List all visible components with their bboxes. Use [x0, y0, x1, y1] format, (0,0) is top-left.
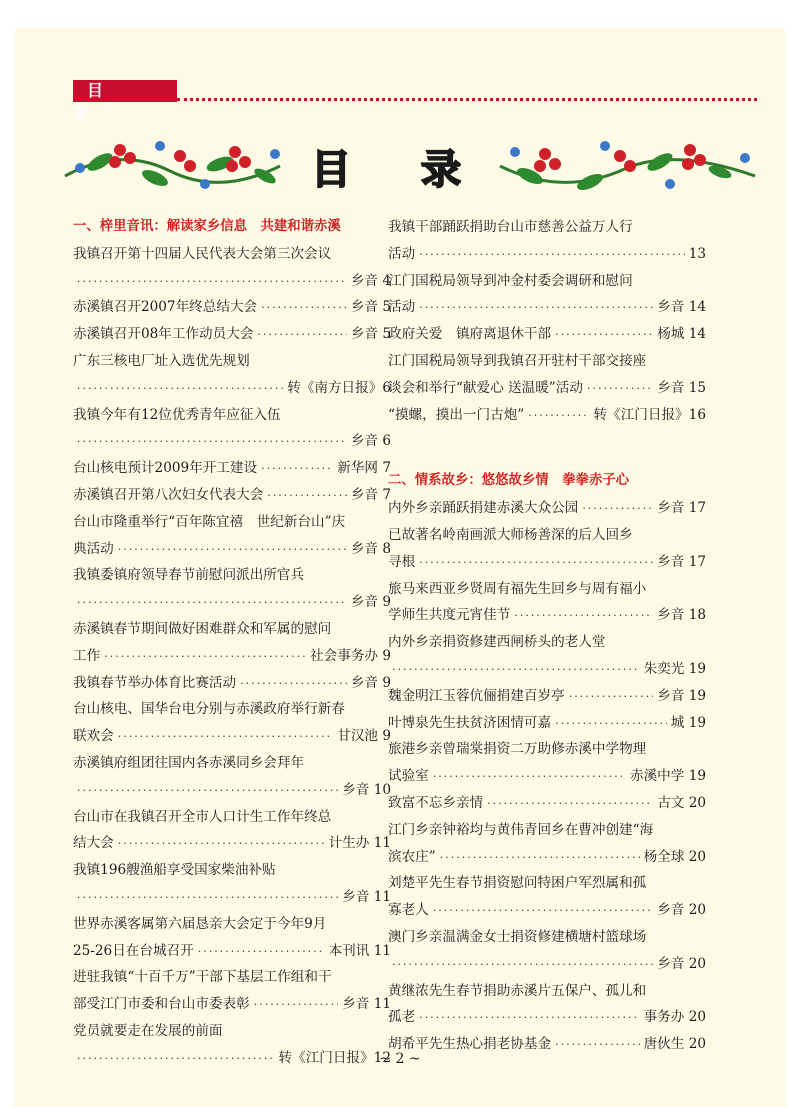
toc-entry-source-page: 转《江门日报》12	[278, 1049, 391, 1066]
toc-entry	[73, 321, 391, 348]
toc-entry-line: 我镇196艘渔船享受国家柴油补贴	[73, 862, 276, 879]
leader-dots	[261, 295, 347, 321]
toc-entry-source-page: 转《南方日报》6	[287, 379, 391, 396]
toc-entry-source-page: 乡音 14	[657, 299, 706, 316]
header-dotted-rule	[177, 98, 757, 101]
toc-entry-source-page: 乡音 10	[342, 781, 391, 798]
toc-entry-line: 已故著名岭南画派大师杨善深的后人回乡	[388, 526, 633, 543]
toc-entry-source-page: 13	[688, 245, 706, 262]
toc-entry-line: 赤溪镇春节期间做好困难群众和军属的慰问	[73, 620, 332, 637]
toc-entry-line: 世界赤溪客属第六届恳亲大会定于今年9月	[73, 915, 327, 932]
header-tab: 目 录	[73, 80, 177, 102]
toc-entry-title: 赤溪镇召开2007年终总结大会	[73, 299, 258, 316]
toc-entry-source-page: 乡音 6	[350, 433, 391, 450]
leader-dots	[240, 671, 347, 697]
toc-entry	[73, 455, 391, 482]
toc-entry-source-page: 乡音 9	[350, 594, 391, 611]
toc-entry	[73, 643, 391, 670]
toc-entry-line: 黄继浓先生春节捐助赤溪片五保户、孤儿和	[388, 982, 647, 999]
toc-entry-title: 活动	[388, 299, 416, 316]
toc-entry-title: 试验室	[388, 768, 429, 785]
toc-entry-title: “摸螺，摸出一门古炮”	[388, 406, 525, 423]
toc-entry-line: 我镇今年有12位优秀青年应征入伍	[73, 406, 281, 423]
toc-entry	[73, 670, 391, 697]
toc-entry	[388, 402, 706, 429]
toc-entry-line: 刘楚平先生春节捐资慰问特困户军烈属和孤	[388, 875, 647, 892]
toc-entry	[388, 790, 706, 817]
toc-entry-line: 澳门乡亲温满金女士捐资修建横塘村篮球场	[388, 928, 647, 945]
toc-entry-title: 25-26日在台城召开	[73, 942, 194, 959]
toc-entry-title: 活动	[388, 245, 416, 262]
leader-dots	[419, 550, 653, 576]
toc-right-column	[388, 214, 706, 1058]
toc-section-heading: 一、梓里音讯：解读家乡信息 共建和谐赤溪	[73, 219, 341, 234]
toc-entry	[388, 844, 706, 871]
leader-dots	[433, 898, 653, 924]
toc-entry-line: 内外乡亲捐资修建西闸桥头的老人堂	[388, 634, 606, 651]
toc-left-column	[73, 214, 391, 1072]
leader-dots	[419, 295, 653, 321]
toc-entry-source-page: 计生办 11	[328, 835, 391, 852]
toc-entry-source-page: 古文 20	[657, 794, 706, 811]
toc-entry-line: 旅马来西亚乡贤周有福先生回乡与周有福小	[388, 580, 647, 597]
leader-dots	[419, 242, 685, 268]
toc-entry-source-page: 乡音 20	[657, 955, 706, 972]
leader-dots	[118, 724, 333, 750]
toc-entry	[388, 763, 706, 790]
banner-title-char: 录	[421, 147, 461, 193]
toc-entry	[73, 884, 391, 911]
toc-entry-line: 江门乡亲钟裕均与黄伟青回乡在曹冲创建“海	[388, 821, 654, 838]
toc-entry-source-page: 乡音 19	[657, 687, 706, 704]
toc-entry	[388, 241, 706, 268]
toc-entry	[73, 991, 391, 1018]
toc-entry	[388, 897, 706, 924]
leader-dots	[254, 992, 338, 1018]
toc-entry-source-page: 乡音 9	[350, 674, 391, 691]
leader-dots	[555, 711, 667, 737]
toc-entry	[388, 683, 706, 710]
toc-entry	[73, 294, 391, 321]
toc-entry	[73, 536, 391, 563]
leader-dots	[198, 939, 325, 965]
leader-dots	[569, 684, 653, 710]
toc-entry-source-page: 转《江门日报》16	[593, 406, 706, 423]
leader-dots	[118, 537, 347, 563]
toc-entry-title: 谈会和举行“献爱心 送温暖”活动	[388, 379, 583, 396]
toc-entry-title: 赤溪镇召开第八次妇女代表大会	[73, 486, 264, 503]
banner-title	[298, 148, 478, 192]
toc-entry	[73, 777, 391, 804]
leader-dots	[582, 496, 653, 522]
leader-dots	[487, 791, 653, 817]
toc-entry	[73, 482, 391, 509]
toc-entry	[388, 294, 706, 321]
leader-dots	[257, 322, 346, 348]
toc-entry-line: 台山市在我镇召开全市人口计生工作年终总	[73, 808, 332, 825]
toc-entry-source-page: 朱奕光 19	[643, 660, 706, 677]
berry-flower-vine-icon	[500, 141, 755, 193]
toc-entry-source-page: 新华网 7	[337, 460, 391, 477]
toc-entry-title: 政府关爱 镇府离退休干部	[388, 326, 552, 343]
toc-entry-title: 寻根	[388, 553, 416, 570]
toc-entry-title: 学师生共度元宵佳节	[388, 607, 511, 624]
toc-entry-title: 联欢会	[73, 728, 114, 745]
toc-entry-source-page: 乡音 17	[657, 553, 706, 570]
toc-entry-line: 赤溪镇府组团往国内各赤溪同乡会拜年	[73, 754, 305, 771]
toc-entry	[388, 321, 706, 348]
toc-entry-title: 寡老人	[388, 902, 429, 919]
toc-entry-title: 魏金明江玉蓉伉俪捐建百岁亭	[388, 687, 565, 704]
toc-entry-title: 赤溪镇召开08年工作动员大会	[73, 326, 254, 343]
toc-entry	[73, 375, 391, 402]
toc-entry	[73, 268, 391, 295]
leader-dots	[392, 952, 653, 978]
leader-dots	[261, 456, 333, 482]
toc-entry-title: 叶博泉先生扶贫济困情可嘉	[388, 714, 552, 731]
leader-dots	[555, 322, 653, 348]
toc-entry	[388, 710, 706, 737]
toc-entry-title: 我镇春节举办体育比赛活动	[73, 674, 237, 691]
leader-dots	[433, 764, 626, 790]
leader-dots	[392, 657, 640, 683]
toc-entry-title: 结大会	[73, 835, 114, 852]
toc-section-heading: 二、情系故乡：悠悠故乡情 拳拳赤子心	[388, 473, 630, 489]
toc-entry-source-page: 乡音 20	[657, 902, 706, 919]
leader-dots	[267, 483, 347, 509]
toc-entry-source-page: 乡音 11	[342, 888, 391, 905]
toc-entry-line: 台山市隆重举行“百年陈宜禧 世纪新台山”庆	[73, 513, 346, 530]
toc-entry	[388, 495, 706, 522]
toc-entry	[73, 830, 391, 857]
toc-entry-source-page: 乡音 5	[350, 299, 391, 316]
toc-entry-line: 我镇干部踊跃捐助台山市慈善公益万人行	[388, 219, 633, 235]
toc-entry-line: 我镇委镇府领导春节前慰问派出所官兵	[73, 567, 305, 584]
toc-entry-title: 典活动	[73, 540, 114, 557]
toc-entry-line: 进驻我镇“十百千万”干部下基层工作组和干	[73, 969, 332, 986]
toc-entry-source-page: 乡音 8	[350, 540, 391, 557]
toc-entry-title: 滨农庄”	[388, 848, 436, 865]
toc-entry	[388, 1004, 706, 1031]
leader-dots	[77, 885, 338, 911]
toc-entry-source-page: 甘汉池 9	[337, 728, 391, 745]
toc-entry-title: 工作	[73, 647, 101, 664]
page-number: ~ 2 ~	[379, 1051, 421, 1067]
leader-dots	[440, 845, 640, 871]
toc-entry-line: 党员就要走在发展的前面	[73, 1022, 223, 1039]
leader-dots	[118, 831, 325, 857]
toc-entry-source-page: 乡音 18	[657, 607, 706, 624]
toc-entry-source-page: 乡音 5	[350, 326, 391, 343]
toc-entry-line: 旅港乡亲曾瑞棠捐资二万助修赤溪中学物理	[388, 741, 647, 758]
toc-entry-source-page: 杨全球 20	[643, 848, 706, 865]
toc-entry-line: 江门国税局领导到我镇召开驻村干部交接座	[388, 352, 647, 369]
toc-entry	[73, 938, 391, 965]
toc-entry-title: 台山核电预计2009年开工建设	[73, 460, 258, 477]
toc-entry-title: 致富不忘乡亲情	[388, 794, 484, 811]
berry-flower-vine-icon	[65, 141, 280, 189]
toc-entry-source-page: 事务办 20	[643, 1009, 706, 1026]
toc-entry	[388, 656, 706, 683]
toc-entry-source-page: 杨城 14	[657, 326, 706, 343]
leader-dots	[77, 269, 347, 295]
toc-entry	[73, 723, 391, 750]
toc-entry-title: 部受江门市委和台山市委表彰	[73, 996, 250, 1013]
toc-entry-source-page: 乡音 15	[657, 379, 706, 396]
leader-dots	[77, 778, 338, 804]
toc-entry-line: 我镇召开第十四届人民代表大会第三次会议	[73, 245, 332, 262]
leader-dots	[514, 603, 653, 629]
toc-entry-line: 江门国税局领导到冲金村委会调研和慰问	[388, 272, 633, 289]
toc-entry	[73, 589, 391, 616]
toc-entry-source-page: 本刊讯 11	[328, 942, 391, 959]
leader-dots	[77, 429, 347, 455]
toc-entry-source-page: 乡音 4	[350, 272, 391, 289]
toc-entry-source-page: 乡音 7	[350, 486, 391, 503]
toc-entry-source-page: 赤溪中学 19	[630, 768, 706, 785]
toc-entry-source-page: 社会事务办 9	[310, 647, 391, 664]
toc-entry-source-page: 乡音 17	[657, 500, 706, 517]
toc-entry	[388, 602, 706, 629]
toc-entry-title: 孤老	[388, 1009, 416, 1026]
toc-entry	[73, 428, 391, 455]
toc-entry-line: 台山核电、国华台电分别与赤溪政府举行新春	[73, 701, 345, 718]
toc-entry-title: 胡希平先生热心捐老协基金	[388, 1036, 552, 1053]
toc-entry-line: 广东三核电厂址入选优先规划	[73, 352, 250, 369]
leader-dots	[77, 590, 347, 616]
toc-entry-source-page: 唐伙生 20	[643, 1036, 706, 1053]
banner-title-char: 目	[311, 147, 351, 193]
toc-entry	[388, 375, 706, 402]
leader-dots	[104, 644, 306, 670]
leader-dots	[77, 376, 283, 402]
leader-dots	[419, 1005, 639, 1031]
leader-dots	[587, 376, 653, 402]
toc-entry-source-page: 乡音 11	[342, 996, 391, 1013]
toc-entry-title: 内外乡亲踊跃捐建赤溪大众公园	[388, 500, 579, 517]
toc-entry	[388, 951, 706, 978]
section-spacer	[388, 428, 706, 468]
toc-entry-source-page: 城 19	[670, 714, 706, 731]
leader-dots	[528, 403, 589, 429]
toc-entry	[388, 549, 706, 576]
